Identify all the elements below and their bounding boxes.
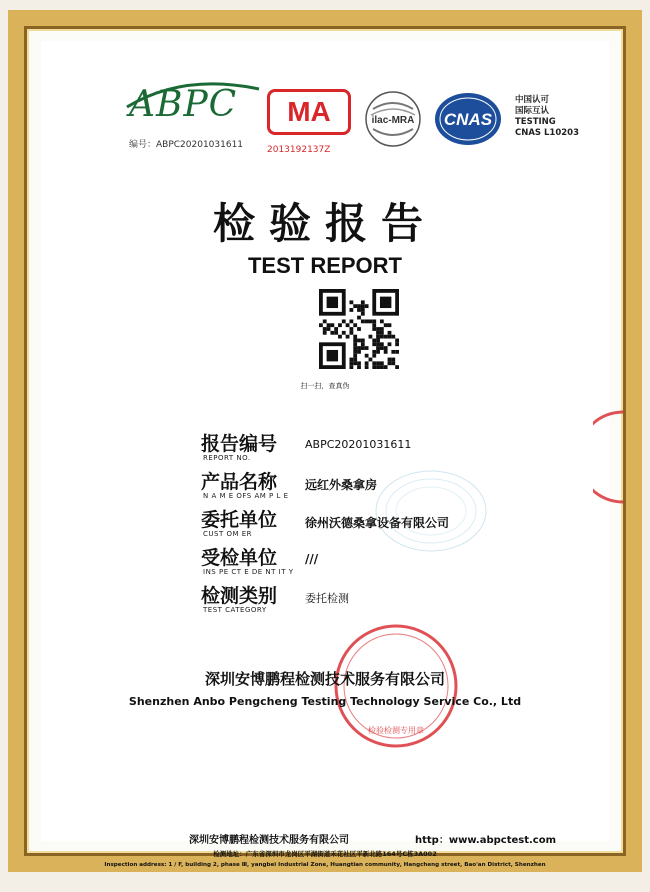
field-label-cn: 受检单位 xyxy=(201,547,278,569)
footer-address-cn: 检测地址：广东省深圳市龙岗区平湖街道禾花社区平新北路164号C栋3A002 xyxy=(213,850,437,858)
accreditation-logos xyxy=(41,81,609,171)
abpc-word: ABPC xyxy=(129,84,238,125)
field-label-en: CUST OM ER xyxy=(203,530,253,538)
cnas-text xyxy=(515,95,579,139)
cma-mark: MA xyxy=(267,89,351,135)
ilac-mra-icon xyxy=(363,89,423,149)
field-value: 委托检测 xyxy=(305,592,349,605)
cnas-icon xyxy=(433,91,503,147)
field-customer xyxy=(201,505,561,543)
field-label-en: INS PE CT E DE NT IT Y xyxy=(203,568,294,576)
company-name-en: Shenzhen Anbo Pengcheng Testing Technology Service Co., Ltd xyxy=(128,695,522,708)
certificate-paper xyxy=(41,41,609,868)
field-label-en: REPORT NO. xyxy=(203,454,251,462)
cnas-line: CNAS L10203 xyxy=(515,128,579,138)
abpc-number: 编号：ABPC20201031611 xyxy=(129,140,244,150)
report-title-cn: 检验报告 xyxy=(212,199,437,248)
company-name-cn: 深圳安博鹏程检测技术服务有限公司 xyxy=(204,670,445,688)
field-value: ABPC20201031611 xyxy=(305,438,412,451)
footer-url-link[interactable]: http：www.abpctest.com xyxy=(415,835,557,846)
cnas-line: TESTING xyxy=(515,117,556,127)
abpc-swoosh-icon xyxy=(123,79,263,109)
report-title-en: TEST REPORT xyxy=(247,253,402,278)
field-inspected-entity xyxy=(201,543,561,581)
field-label-cn: 委托单位 xyxy=(201,509,278,531)
field-value: 徐州沃德桑拿设备有限公司 xyxy=(305,516,450,530)
field-label-cn: 产品名称 xyxy=(201,471,278,493)
field-report-no xyxy=(201,429,561,467)
field-sample-name xyxy=(201,467,561,505)
ilac-label: ilac-MRA xyxy=(371,115,415,126)
qr-code-icon[interactable] xyxy=(319,289,399,369)
abpc-logo xyxy=(129,85,254,150)
cnas-line: 中国认可 xyxy=(515,95,550,105)
edge-seal-icon xyxy=(593,407,623,507)
field-label-en: TEST CATEGORY xyxy=(203,606,267,614)
field-label-cn: 检测类别 xyxy=(201,585,278,607)
cma-logo xyxy=(267,89,357,155)
report-fields xyxy=(201,429,561,619)
svg-text:检验检测专用章: 检验检测专用章 xyxy=(368,726,424,735)
field-value: /// xyxy=(305,552,319,566)
qr-caption: 扫一扫，查真伪 xyxy=(300,382,350,390)
footer-company: 深圳安博鹏程检测技术服务有限公司 xyxy=(189,835,349,846)
frame-inner xyxy=(24,26,626,868)
field-test-category xyxy=(201,581,561,619)
footer-address-en: Inspection address: 1 / F, building 2, phase Ⅲ, yangbei Industrial Zone, Huangtian community, Hangcheng street, Bao'an District, Shenzhen xyxy=(104,862,546,868)
field-label-en: N A M E OFS AM P L E xyxy=(203,492,289,500)
cnas-line: 国际互认 xyxy=(515,106,550,116)
field-label-cn: 报告编号 xyxy=(201,433,278,455)
field-value: 远红外桑拿房 xyxy=(305,478,378,492)
gold-frame xyxy=(8,10,642,872)
cma-number: 2013192137Z xyxy=(267,145,331,155)
cnas-label: CNAS xyxy=(443,110,493,129)
